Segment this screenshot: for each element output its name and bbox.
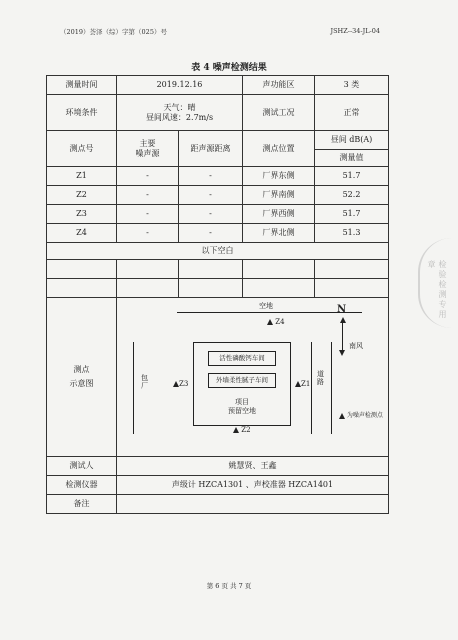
- page-footer: 第 6 页 共 7 页: [206, 582, 252, 590]
- doc-reference: （2019）荟泽（综）字第（025）号: [60, 28, 167, 36]
- head-value: 测量值: [315, 150, 389, 167]
- row-source: -: [117, 167, 179, 186]
- row-value: 52.2: [315, 186, 389, 205]
- table-row: [47, 167, 389, 186]
- row-id: Z2: [47, 186, 117, 205]
- z2-point: [233, 426, 251, 435]
- row-location: 厂界南侧: [243, 186, 315, 205]
- measure-point-icon: [233, 427, 239, 433]
- blank-note: 以下空白: [47, 243, 389, 260]
- cell-label-cond: 测试工况: [243, 95, 315, 131]
- workshop-2: 外墙柔性腻子车间: [208, 373, 276, 388]
- site-map-cell: [117, 298, 389, 457]
- row-location: 厂界东侧: [243, 167, 315, 186]
- cell-label-env: 环境条件: [47, 95, 117, 131]
- road-label-1: 道: [317, 370, 324, 378]
- z1-point: [295, 380, 310, 389]
- cell-zone: 3 类: [315, 76, 389, 95]
- row-source: -: [117, 186, 179, 205]
- legend-label: 为噪声检测点: [346, 412, 383, 419]
- reserve-label: 预留空地: [228, 407, 256, 416]
- map-label-line1: 测点: [73, 365, 90, 374]
- north-boundary-line: [177, 312, 362, 313]
- row-distance: -: [179, 224, 243, 243]
- empty-land-top: 空地: [259, 302, 273, 310]
- legend: [339, 412, 383, 420]
- doc-code: JSHZ--34-JL-04: [330, 27, 380, 35]
- north-label: N: [337, 304, 347, 315]
- noise-result-table: [46, 75, 389, 514]
- tester-label: 测试人: [47, 457, 117, 476]
- remark-label: 备注: [47, 495, 117, 514]
- head-point: 测点号: [47, 131, 117, 167]
- west-line: [133, 342, 134, 434]
- workshop-1: 活性磷酸钙车间: [208, 351, 276, 366]
- row-id: Z1: [47, 167, 117, 186]
- row-location: 厂界北侧: [243, 224, 315, 243]
- instrument-value: 声级计 HZCA1301 、声校准器 HZCA1401: [117, 476, 389, 495]
- row-value: 51.7: [315, 167, 389, 186]
- head-source: [117, 131, 179, 167]
- head-source-line1: 主要: [139, 138, 156, 148]
- row-distance: -: [179, 205, 243, 224]
- cell-label-zone: 声功能区: [243, 76, 315, 95]
- table-row: [47, 205, 389, 224]
- z4-label: Z4: [275, 318, 285, 326]
- head-unit: 昼间 dB(A): [315, 131, 389, 150]
- z1-label: Z1: [301, 380, 311, 388]
- weather-text: 天气：晴: [163, 102, 196, 112]
- project-site-box: [193, 342, 291, 426]
- row-id: Z4: [47, 224, 117, 243]
- z3-label: Z3: [179, 380, 189, 388]
- seal-text: 检验检测专用章: [427, 260, 447, 320]
- measure-point-icon: [339, 413, 345, 419]
- tester-value: 姚慧贤、王鑫: [117, 457, 389, 476]
- cell-time: 2019.12.16: [117, 76, 243, 95]
- west-label-2: 厂: [141, 382, 148, 391]
- table-row: [47, 186, 389, 205]
- north-arrow-icon: [340, 316, 346, 325]
- row-source: -: [117, 224, 179, 243]
- cell-env: [117, 95, 243, 131]
- table-row: [47, 224, 389, 243]
- project-reserve-label: [194, 398, 290, 416]
- instrument-label: 检测仪器: [47, 476, 117, 495]
- official-seal: [418, 238, 452, 328]
- z2-label: Z2: [241, 426, 251, 434]
- head-distance: 距声源距离: [179, 131, 243, 167]
- road-label: [317, 370, 324, 387]
- road-label-2: 路: [317, 378, 324, 387]
- wind-arrow-head-icon: [339, 350, 345, 356]
- west-label: [141, 374, 148, 391]
- row-distance: -: [179, 167, 243, 186]
- map-label-line2: 示意图: [69, 379, 94, 388]
- head-location: 测点位置: [243, 131, 315, 167]
- road-line-right: [331, 342, 332, 434]
- z3-point: [173, 380, 188, 389]
- z4-point: [267, 318, 285, 327]
- row-value: 51.3: [315, 224, 389, 243]
- row-distance: -: [179, 186, 243, 205]
- cell-label-time: 测量时间: [47, 76, 117, 95]
- row-value: 51.7: [315, 205, 389, 224]
- wind-text: 昼间风速：2.7m/s: [145, 112, 214, 122]
- road-line-left: [311, 342, 312, 434]
- wind-arrow-line: [342, 322, 343, 352]
- remark-value: [117, 495, 389, 514]
- wind-label: 南风: [349, 342, 363, 350]
- map-label: [47, 298, 117, 457]
- row-source: -: [117, 205, 179, 224]
- cell-cond: 正常: [315, 95, 389, 131]
- head-source-line2: 噪声源: [135, 148, 160, 158]
- row-id: Z3: [47, 205, 117, 224]
- site-map: [117, 298, 388, 456]
- west-label-1: 包: [141, 374, 148, 382]
- row-location: 厂界西侧: [243, 205, 315, 224]
- table-title: 表 4 噪声检测结果: [191, 63, 267, 73]
- measure-point-icon: [267, 319, 273, 325]
- project-label: 项目: [235, 398, 249, 406]
